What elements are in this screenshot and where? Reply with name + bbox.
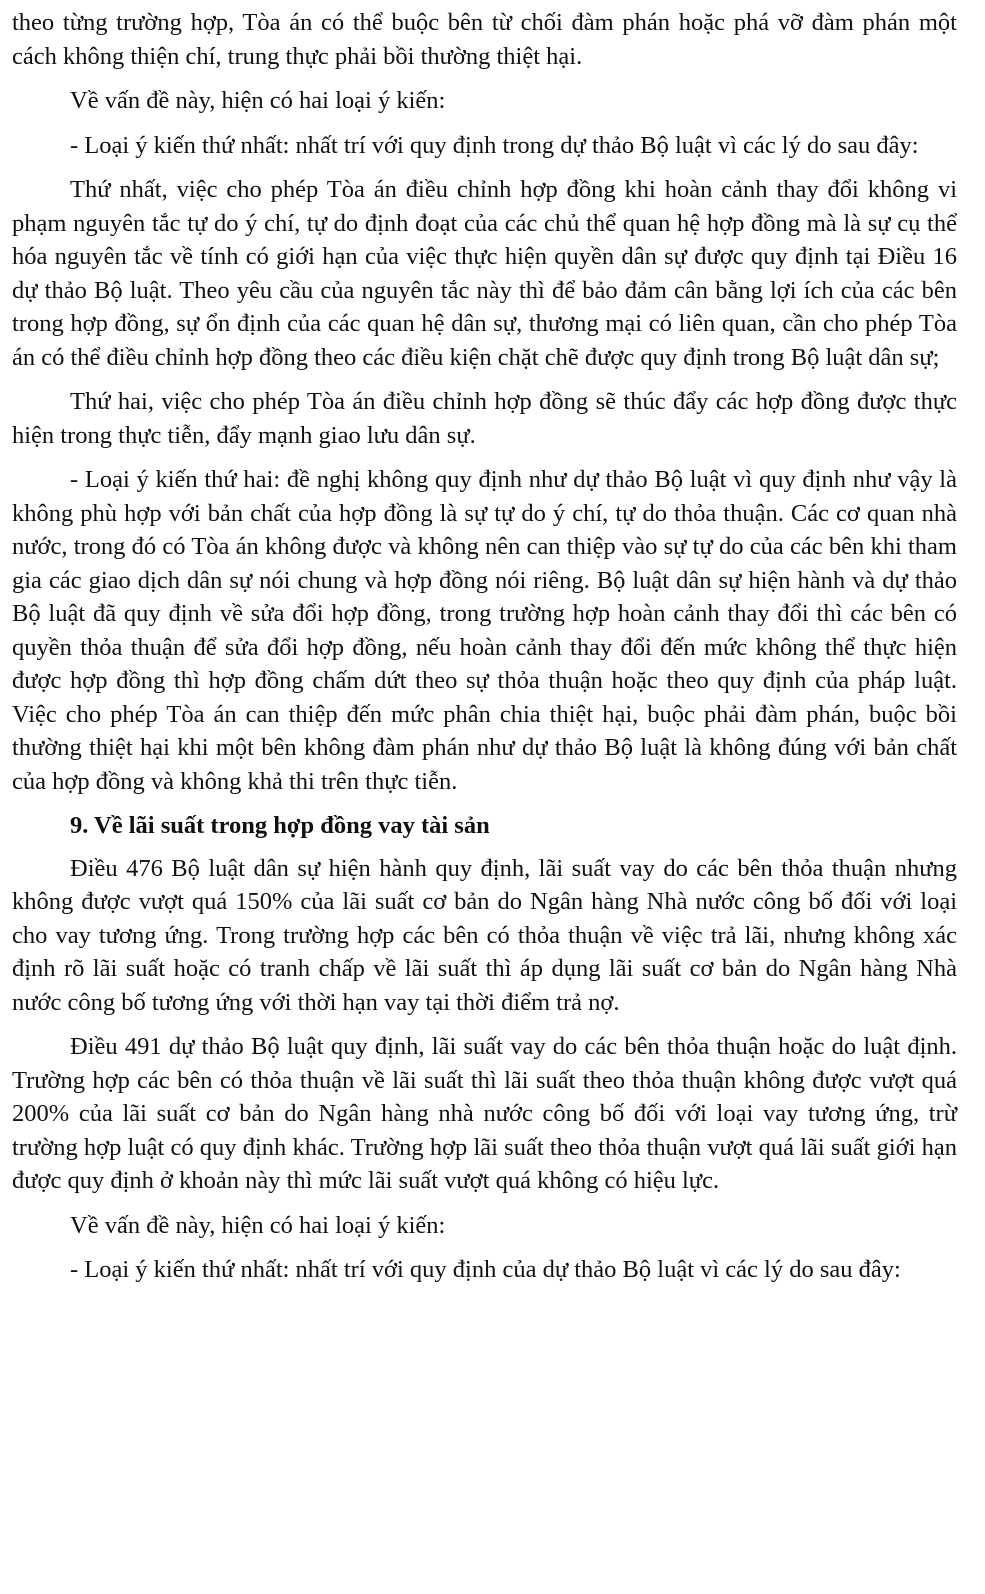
paragraph-opinions-intro-1: Về vấn đề này, hiện có hai loại ý kiến: <box>70 87 446 114</box>
paragraph-first-opinion-2: - Loại ý kiến thứ nhất: nhất trí với quy định của dự thảo Bộ luật vì các lý do sau đây: <box>70 1256 901 1283</box>
paragraph-first-opinion-1: - Loại ý kiến thứ nhất: nhất trí với quy định trong dự thảo Bộ luật vì các lý do sau đây: <box>70 131 919 159</box>
document-page <box>12 6 957 1298</box>
paragraph-continuation: theo từng trường hợp, Tòa án có thể buộc bên từ chối đàm phán hoặc phá vỡ đàm phán một cách không thiện chí, trung thực phải bồi thường thiệt hại. <box>12 9 957 70</box>
paragraph-second-opinion: - Loại ý kiến thứ hai: đề nghị không quy định như dự thảo Bộ luật vì quy định như vậy là không phù hợp với bản chất của hợp đồng là sự tự do ý chí, tự do thỏa thuận. Các cơ quan nhà nước, trong đó có Tòa án không được và không nên can thiệp vào sự tự do của các bên khi tham gia các giao dịch dân sự nói chung và hợp đồng nói riêng. Bộ luật dân sự hiện hành và dự thảo Bộ luật đã quy định về sửa đổi hợp đồng, trong trường hợp hoàn cảnh thay đổi thì các bên có quyền thỏa thuận để sửa đổi hợp đồng, nếu hoàn cảnh thay đổi đến mức không thể thực hiện được hợp đồng thì hợp đồng chấm dứt theo sự thỏa thuận hoặc theo quy định của pháp luật. Việc cho phép Tòa án can thiệp đến mức phân chia thiệt hại, buộc phải đàm phán, buộc bồi thường thiệt hại khi một bên không đàm phán như dự thảo Bộ luật là không đúng với bản chất của hợp đồng và không khả thi trên thực tiễn. <box>12 466 957 795</box>
section-heading-9: 9. Về lãi suất trong hợp đồng vay tài sản <box>70 812 490 839</box>
paragraph-article-491: Điều 491 dự thảo Bộ luật quy định, lãi suất vay do các bên thỏa thuận hoặc do luật định. Trường hợp các bên có thỏa thuận về lãi suất thì lãi suất theo thỏa thuận không được vượt quá 200% của lãi suất cơ bản do Ngân hàng nhà nước công bố đối với loại vay tương ứng, trừ trường hợp luật có quy định khác. Trường hợp lãi suất theo thỏa thuận vượt quá lãi suất giới hạn được quy định ở khoản này thì mức lãi suất vượt quá không có hiệu lực. <box>12 1033 957 1194</box>
paragraph-opinions-intro-2: Về vấn đề này, hiện có hai loại ý kiến: <box>70 1211 446 1239</box>
paragraph-reason-first: Thứ nhất, việc cho phép Tòa án điều chỉnh hợp đồng khi hoàn cảnh thay đổi không vi phạm nguyên tắc tự do ý chí, tự do định đoạt của các chủ thể quan hệ hợp đồng mà là sự cụ thể hóa nguyên tắc về tính có giới hạn của việc thực hiện quyền dân sự được quy định tại Điều 16 dự thảo Bộ luật. Theo yêu cầu của nguyên tắc này thì để bảo đảm cân bằng lợi ích của các bên trong hợp đồng, sự ổn định của các quan hệ dân sự, thương mại có liên quan, cần cho phép Tòa án có thể điều chỉnh hợp đồng theo các điều kiện chặt chẽ được quy định trong Bộ luật dân sự; <box>12 176 957 371</box>
paragraph-reason-second: Thứ hai, việc cho phép Tòa án điều chỉnh hợp đồng sẽ thúc đẩy các hợp đồng được thực hiện trong thực tiễn, đẩy mạnh giao lưu dân sự. <box>12 388 957 449</box>
paragraph-article-476: Điều 476 Bộ luật dân sự hiện hành quy định, lãi suất vay do các bên thỏa thuận nhưng không được vượt quá 150% của lãi suất cơ bản do Ngân hàng Nhà nước công bố đối với loại cho vay tương ứng. Trong trường hợp các bên có thỏa thuận về việc trả lãi, nhưng không xác định rõ lãi suất hoặc có tranh chấp về lãi suất thì áp dụng lãi suất cơ bản do Ngân hàng Nhà nước công bố tương ứng với thời hạn vay tại thời điểm trả nợ. <box>12 854 957 1016</box>
